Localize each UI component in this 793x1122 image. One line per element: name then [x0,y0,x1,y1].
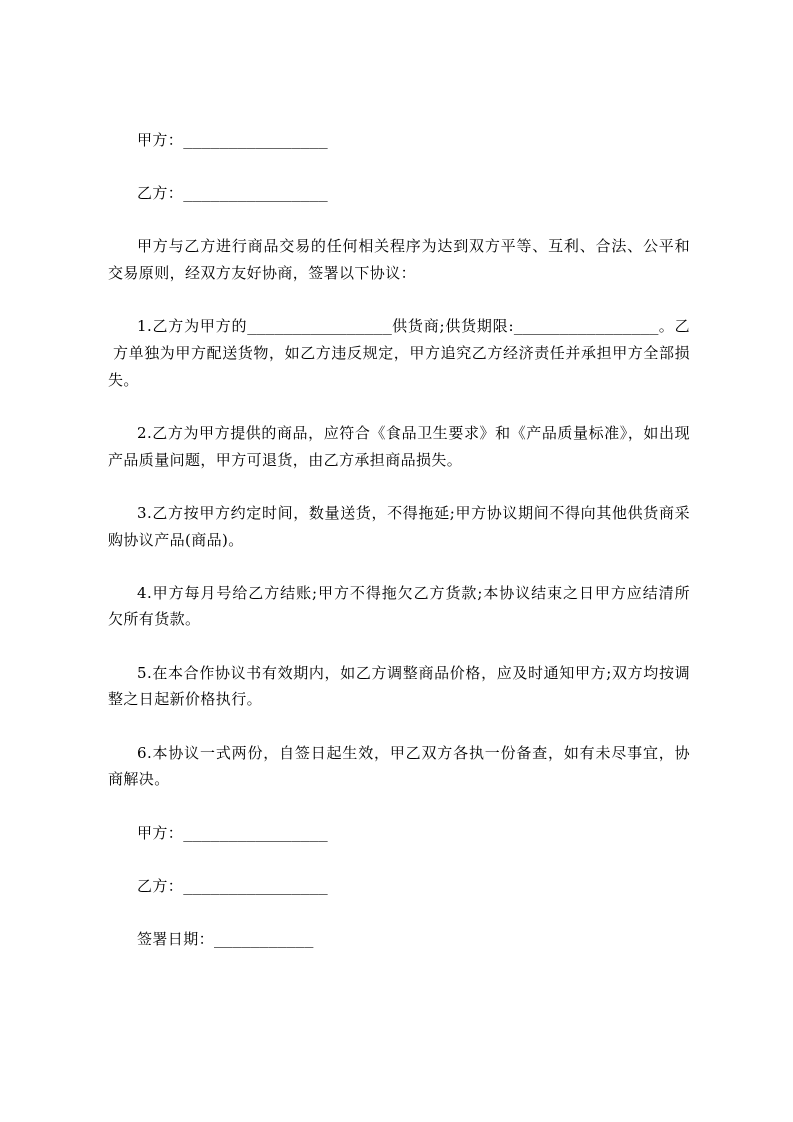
signature-party-b-line [108,873,690,900]
clause-3-line-2: 购协议产品(商品)。 [108,530,244,549]
clause-4-number: 4. [137,583,153,602]
signature-party-a [108,820,690,847]
header-party-b-line [108,180,690,207]
clause-1-line-2: 方单独为甲方配送货物，如乙方违反规定，甲方追究乙方经济责任并承担甲方全部损 [113,343,690,362]
clause-6-line-1 [108,740,690,767]
clause-5-number: 5. [137,663,153,682]
clause-5-text: 在本合作协议书有效期内，如乙方调整商品价格，应及时通知甲方;双方均按调 [152,663,690,682]
clause-1-line-3: 失。 [108,370,139,389]
clause-1 [108,313,690,393]
clause-3 [108,500,690,553]
header-party-b-label: 乙方： [137,183,184,202]
clause-4-line-2: 欠所有货款。 [108,610,201,629]
supplier-type-blank: ________________ [247,317,392,336]
clause-1-number: 1. [137,317,153,336]
clause-6-number: 6. [137,743,153,762]
clause-3-text: 乙方按甲方约定时间，数量送货，不得拖延;甲方协议期间不得向其他供货商采 [152,503,690,522]
signature-date [108,926,690,953]
clause-2-number: 2. [137,423,153,442]
signature-party-a-label: 甲方： [137,823,184,842]
clause-1-text-before-supplier: 乙方为甲方的 [152,317,248,336]
signature-party-b [108,873,690,900]
clause-6 [108,740,690,793]
clause-4 [108,580,690,633]
intro-paragraph [108,233,690,286]
supply-period-blank: ________________ [513,317,659,336]
clause-1-line-1 [108,313,690,340]
clause-2 [108,420,690,473]
signature-party-a-blank: ________________ [183,823,328,842]
clause-4-text: 甲方每月号给乙方结账;甲方不得拖欠乙方货款;本协议结束之日甲方应结清所 [152,583,690,602]
clause-3-number: 3. [137,503,153,522]
header-party-a-blank: ________________ [183,130,328,149]
clause-2-line-2: 产品质量问题，甲方可退货，由乙方承担商品损失。 [108,450,463,469]
clause-2-text: 乙方为甲方提供的商品，应符合《食品卫生要求》和《产品质量标准》，如出现 [152,423,690,442]
signature-party-b-blank: ________________ [183,877,328,896]
clause-2-line-1 [108,420,690,447]
header-party-b-blank: ________________ [183,183,328,202]
header-party-a-label: 甲方： [137,130,184,149]
clause-5-line-1 [108,660,690,687]
signature-date-blank: ___________ [214,930,314,949]
header-party-a [108,127,690,154]
clause-1-text-middle: 供货商;供货期限: [391,317,514,336]
header-party-a-line [108,127,690,154]
signature-party-b-label: 乙方： [137,877,184,896]
signature-date-line [108,926,690,953]
clause-6-line-2: 商解决。 [108,770,170,789]
clause-1-text-after-period: 。乙 [658,317,690,336]
header-party-b [108,180,690,207]
intro-line-2: 交易原则，经双方友好协商，签署以下协议： [108,263,417,282]
intro-line-1: 甲方与乙方进行商品交易的任何相关程序为达到双方平等、互利、合法、公平和 [137,237,690,256]
clause-5-line-2: 整之日起新价格执行。 [108,690,263,709]
clause-5 [108,660,690,713]
clause-6-text: 本协议一式两份，自签日起生效，甲乙双方各执一份备查，如有未尽事宜，协 [152,743,690,762]
signature-date-label: 签署日期： [137,930,215,949]
clause-4-line-1 [108,580,690,607]
clause-3-line-1 [108,500,690,527]
signature-party-a-line [108,820,690,847]
